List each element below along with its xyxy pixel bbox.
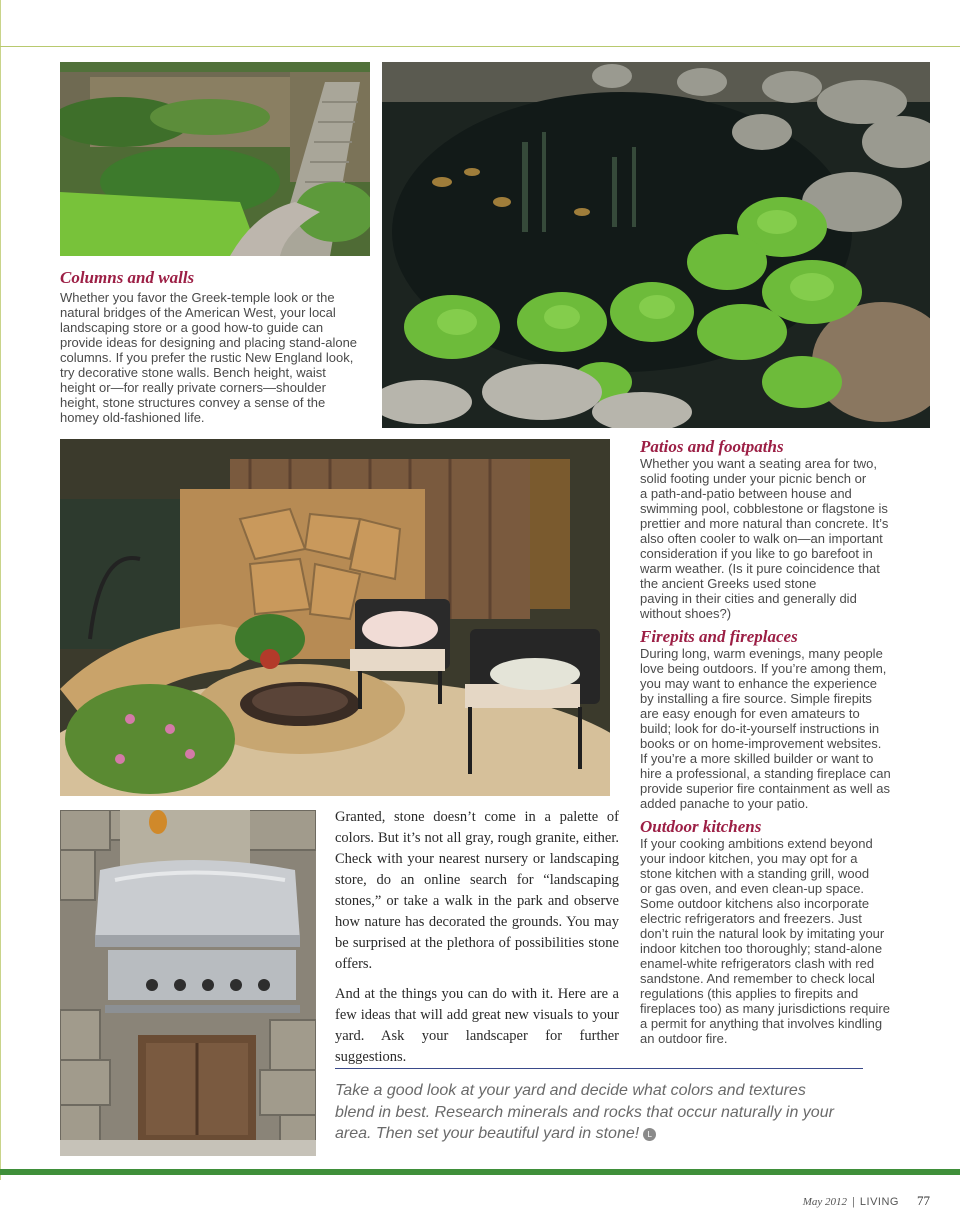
closing-callout: Take a good look at your yard and decide what colors and textures blend in best. Research minerals and rocks that occur naturally in your area. Then set your beautiful yard in stone! L bbox=[335, 1082, 834, 1142]
header-rule bbox=[0, 46, 960, 47]
patios-heading: Patios and footpaths bbox=[640, 437, 784, 456]
page-number: 77 bbox=[917, 1193, 930, 1208]
firepits-body: During long, warm evenings, many people love being outdoors. If you’re among them, you may want to enhance the experience by installing a fire source. Simple firepits are easy enough for even amateurs to build; look for do-it-yourself instructions in books or on home-improvement websites. If you’re a more skilled builder or want to hire a professional, a standing fireplace can provide superior fire containment as well as added panache to your patio. bbox=[640, 646, 891, 811]
footer-bar bbox=[0, 1169, 960, 1175]
garden-steps-photo bbox=[60, 62, 370, 256]
magazine-name: LIVING bbox=[859, 1196, 899, 1208]
outdoor-grill-photo bbox=[60, 810, 316, 1156]
intro-paragraph-2: And at the things you can do with it. Here are a few ideas that will add great new visuals to your yard. Ask your landscaper for further suggestions. bbox=[335, 986, 619, 1065]
kitchens-heading: Outdoor kitchens bbox=[640, 817, 762, 836]
kitchens-body: If your cooking ambitions extend beyond your indoor kitchen, you may opt for a stone kitchen with a standing grill, wood or gas oven, and even clean-up space. Some outdoor kitchens also incorporate electric refrigerators and freezers. Just don’t ruin the natural look by imitating your indoor kitchen too thoroughly; stand-alone enamel-white refrigerators clash with red sandstone. And remember to check local regulations (this applies to firepits and fireplaces too) as many jurisdictions require a permit for anything that involves kindling an outdoor fire. bbox=[640, 836, 890, 1046]
end-mark-icon: L bbox=[643, 1128, 656, 1141]
patios-body: Whether you want a seating area for two, solid footing under your picnic bench or a path-and-patio between house and swimming pool, cobblestone or flagstone is prettier and more natural than concrete. It’s also often cooler to walk on—an important consideration if you like to go barefoot in warm weather. (Is it pure coincidence that the ancient Greeks used stone paving in their cities and generally did without shoes?) bbox=[640, 456, 889, 621]
columns-heading: Columns and walls bbox=[60, 268, 195, 287]
issue-date: May 2012 bbox=[802, 1196, 848, 1208]
closing-rule bbox=[335, 1068, 863, 1069]
firepits-heading: Firepits and fireplaces bbox=[640, 627, 798, 646]
page-margin-line bbox=[0, 0, 1, 1180]
firepit-patio-photo bbox=[60, 439, 610, 796]
footer-separator: | bbox=[852, 1196, 855, 1208]
page-footer bbox=[803, 1193, 930, 1209]
pond-photo bbox=[382, 62, 930, 428]
intro-paragraph-1: Granted, stone doesn’t come in a palette of colors. But it’s not all gray, rough granite, either. Check with your nearest nursery or landscaping store, do an online search for “landscaping stones,” or take a walk in the park and observe how nature has decorated the grounds. You may be surprised at the plethora of possibilities stone offers. bbox=[335, 809, 619, 972]
columns-body: Whether you favor the Greek-temple look or the natural bridges of the American West, your local landscaping store or a good how-to guide can provide ideas for designing and placing stand-alone columns. If you prefer the rustic New England look, try decorative stone walls. Bench height, waist height or—for really private corners—shoulder height, stone structures convey a sense of the homey old-fashioned life. bbox=[60, 290, 358, 425]
